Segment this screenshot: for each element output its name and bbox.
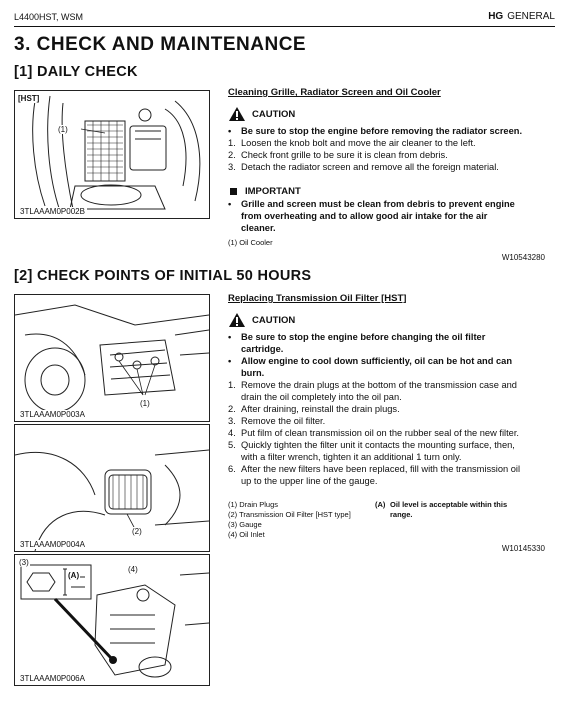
header-section-code: HG bbox=[488, 11, 504, 22]
oil-filter-illustration bbox=[15, 425, 209, 551]
legend-item: (1) Drain Plugs bbox=[228, 500, 279, 509]
legend-text: Oil level is acceptable within this range. bbox=[390, 500, 508, 519]
legend-key: (A) bbox=[375, 500, 386, 509]
figure-code: 3TLAAAM0P002B bbox=[20, 207, 85, 216]
section1-caution bbox=[228, 106, 295, 122]
step-item: 4. Put film of clean transmission oil on the rubber seal of the new filter. bbox=[228, 428, 520, 438]
doc-header-left: L4400HST, WSM bbox=[14, 12, 84, 22]
section2-ref: W10145330 bbox=[501, 544, 545, 553]
caution-label: CAUTION bbox=[252, 314, 296, 326]
section1-important-body bbox=[228, 198, 524, 234]
header-rule bbox=[14, 26, 555, 27]
gauge-illustration bbox=[15, 555, 209, 685]
legend-item: (1) Oil Cooler bbox=[228, 238, 273, 247]
step-item: 3. Remove the oil filter. bbox=[228, 416, 326, 426]
caution-item: • Be sure to stop the engine before changing the oil filter cartridge. bbox=[228, 332, 486, 354]
figure-tag: [HST] bbox=[18, 94, 40, 103]
section1-subheading: Cleaning Grille, Radiator Screen and Oil Cooler bbox=[228, 87, 441, 98]
figure-callout-gauge: (3) bbox=[19, 558, 29, 567]
section2-legend-left bbox=[228, 500, 368, 540]
doc-header-right bbox=[488, 11, 555, 22]
caution-item: • Be sure to stop the engine before removing the radiator screen. bbox=[228, 126, 523, 136]
caution-item: • Allow engine to cool down sufficiently, oil can be hot and can burn. bbox=[228, 356, 513, 378]
important-label: IMPORTANT bbox=[245, 186, 301, 197]
step-item: 2. Check front grille to be sure it is clean from debris. bbox=[228, 150, 448, 160]
section2-legend-right bbox=[375, 500, 525, 520]
legend-item: (3) Gauge bbox=[228, 520, 262, 529]
figure-callout-inlet: (4) bbox=[128, 565, 138, 574]
step-item: 5. Quickly tighten the filter unit it contacts the mounting surface, then, with a filter wrench, tighten it an additional 1 turn only. bbox=[228, 440, 515, 462]
figure-oil-filter bbox=[14, 424, 210, 552]
figure-callout: (1) bbox=[58, 125, 68, 134]
warning-icon bbox=[228, 312, 246, 328]
step-item: 2. After draining, reinstall the drain plugs. bbox=[228, 404, 400, 414]
header-section-name: GENERAL bbox=[507, 11, 555, 22]
section1-heading: [1] DAILY CHECK bbox=[14, 64, 138, 80]
step-item: 1. Remove the drain plugs at the bottom of the transmission case and drain the oil completely into the oil pan. bbox=[228, 380, 517, 402]
section1-body bbox=[228, 125, 524, 173]
figure-drain-plugs bbox=[14, 294, 210, 422]
step-item: 6. After the new filters have been replaced, fill with the transmission oil up to the upper line of the gauge. bbox=[228, 464, 521, 486]
figure-code: 3TLAAAM0P004A bbox=[20, 540, 85, 549]
important-marker bbox=[230, 188, 237, 195]
radiator-illustration bbox=[15, 91, 209, 218]
legend-item: (2) Transmission Oil Filter [HST type] bbox=[228, 510, 351, 519]
step-item: 1. Loosen the knob bolt and move the air cleaner to the left. bbox=[228, 138, 476, 148]
drain-plugs-illustration bbox=[15, 295, 209, 421]
section2-subheading: Replacing Transmission Oil Filter [HST] bbox=[228, 293, 407, 304]
section1-ref: W10543280 bbox=[501, 253, 545, 262]
legend-item: (4) Oil Inlet bbox=[228, 530, 265, 539]
figure-label-range: (A) bbox=[68, 571, 80, 580]
step-item: 3. Detach the radiator screen and remove all the foreign material. bbox=[228, 162, 499, 172]
caution-label: CAUTION bbox=[252, 108, 296, 120]
section2-caution bbox=[228, 312, 295, 328]
warning-icon bbox=[228, 106, 246, 122]
figure-code: 3TLAAAM0P006A bbox=[20, 674, 85, 683]
figure-radiator bbox=[14, 90, 210, 219]
figure-callout: (2) bbox=[132, 527, 142, 536]
section1-important bbox=[228, 186, 301, 197]
important-item: • Grille and screen must be clean from debris to prevent engine from overheating and to allow good air intake for the air cleaner. bbox=[228, 199, 515, 233]
section2-heading: [2] CHECK POINTS OF INITIAL 50 HOURS bbox=[14, 268, 312, 284]
section1-legend bbox=[228, 238, 273, 248]
page-title: 3. CHECK AND MAINTENANCE bbox=[14, 34, 307, 55]
figure-gauge bbox=[14, 554, 210, 686]
section2-body bbox=[228, 331, 524, 487]
figure-callout: (1) bbox=[140, 399, 150, 408]
figure-code: 3TLAAAM0P003A bbox=[20, 410, 85, 419]
